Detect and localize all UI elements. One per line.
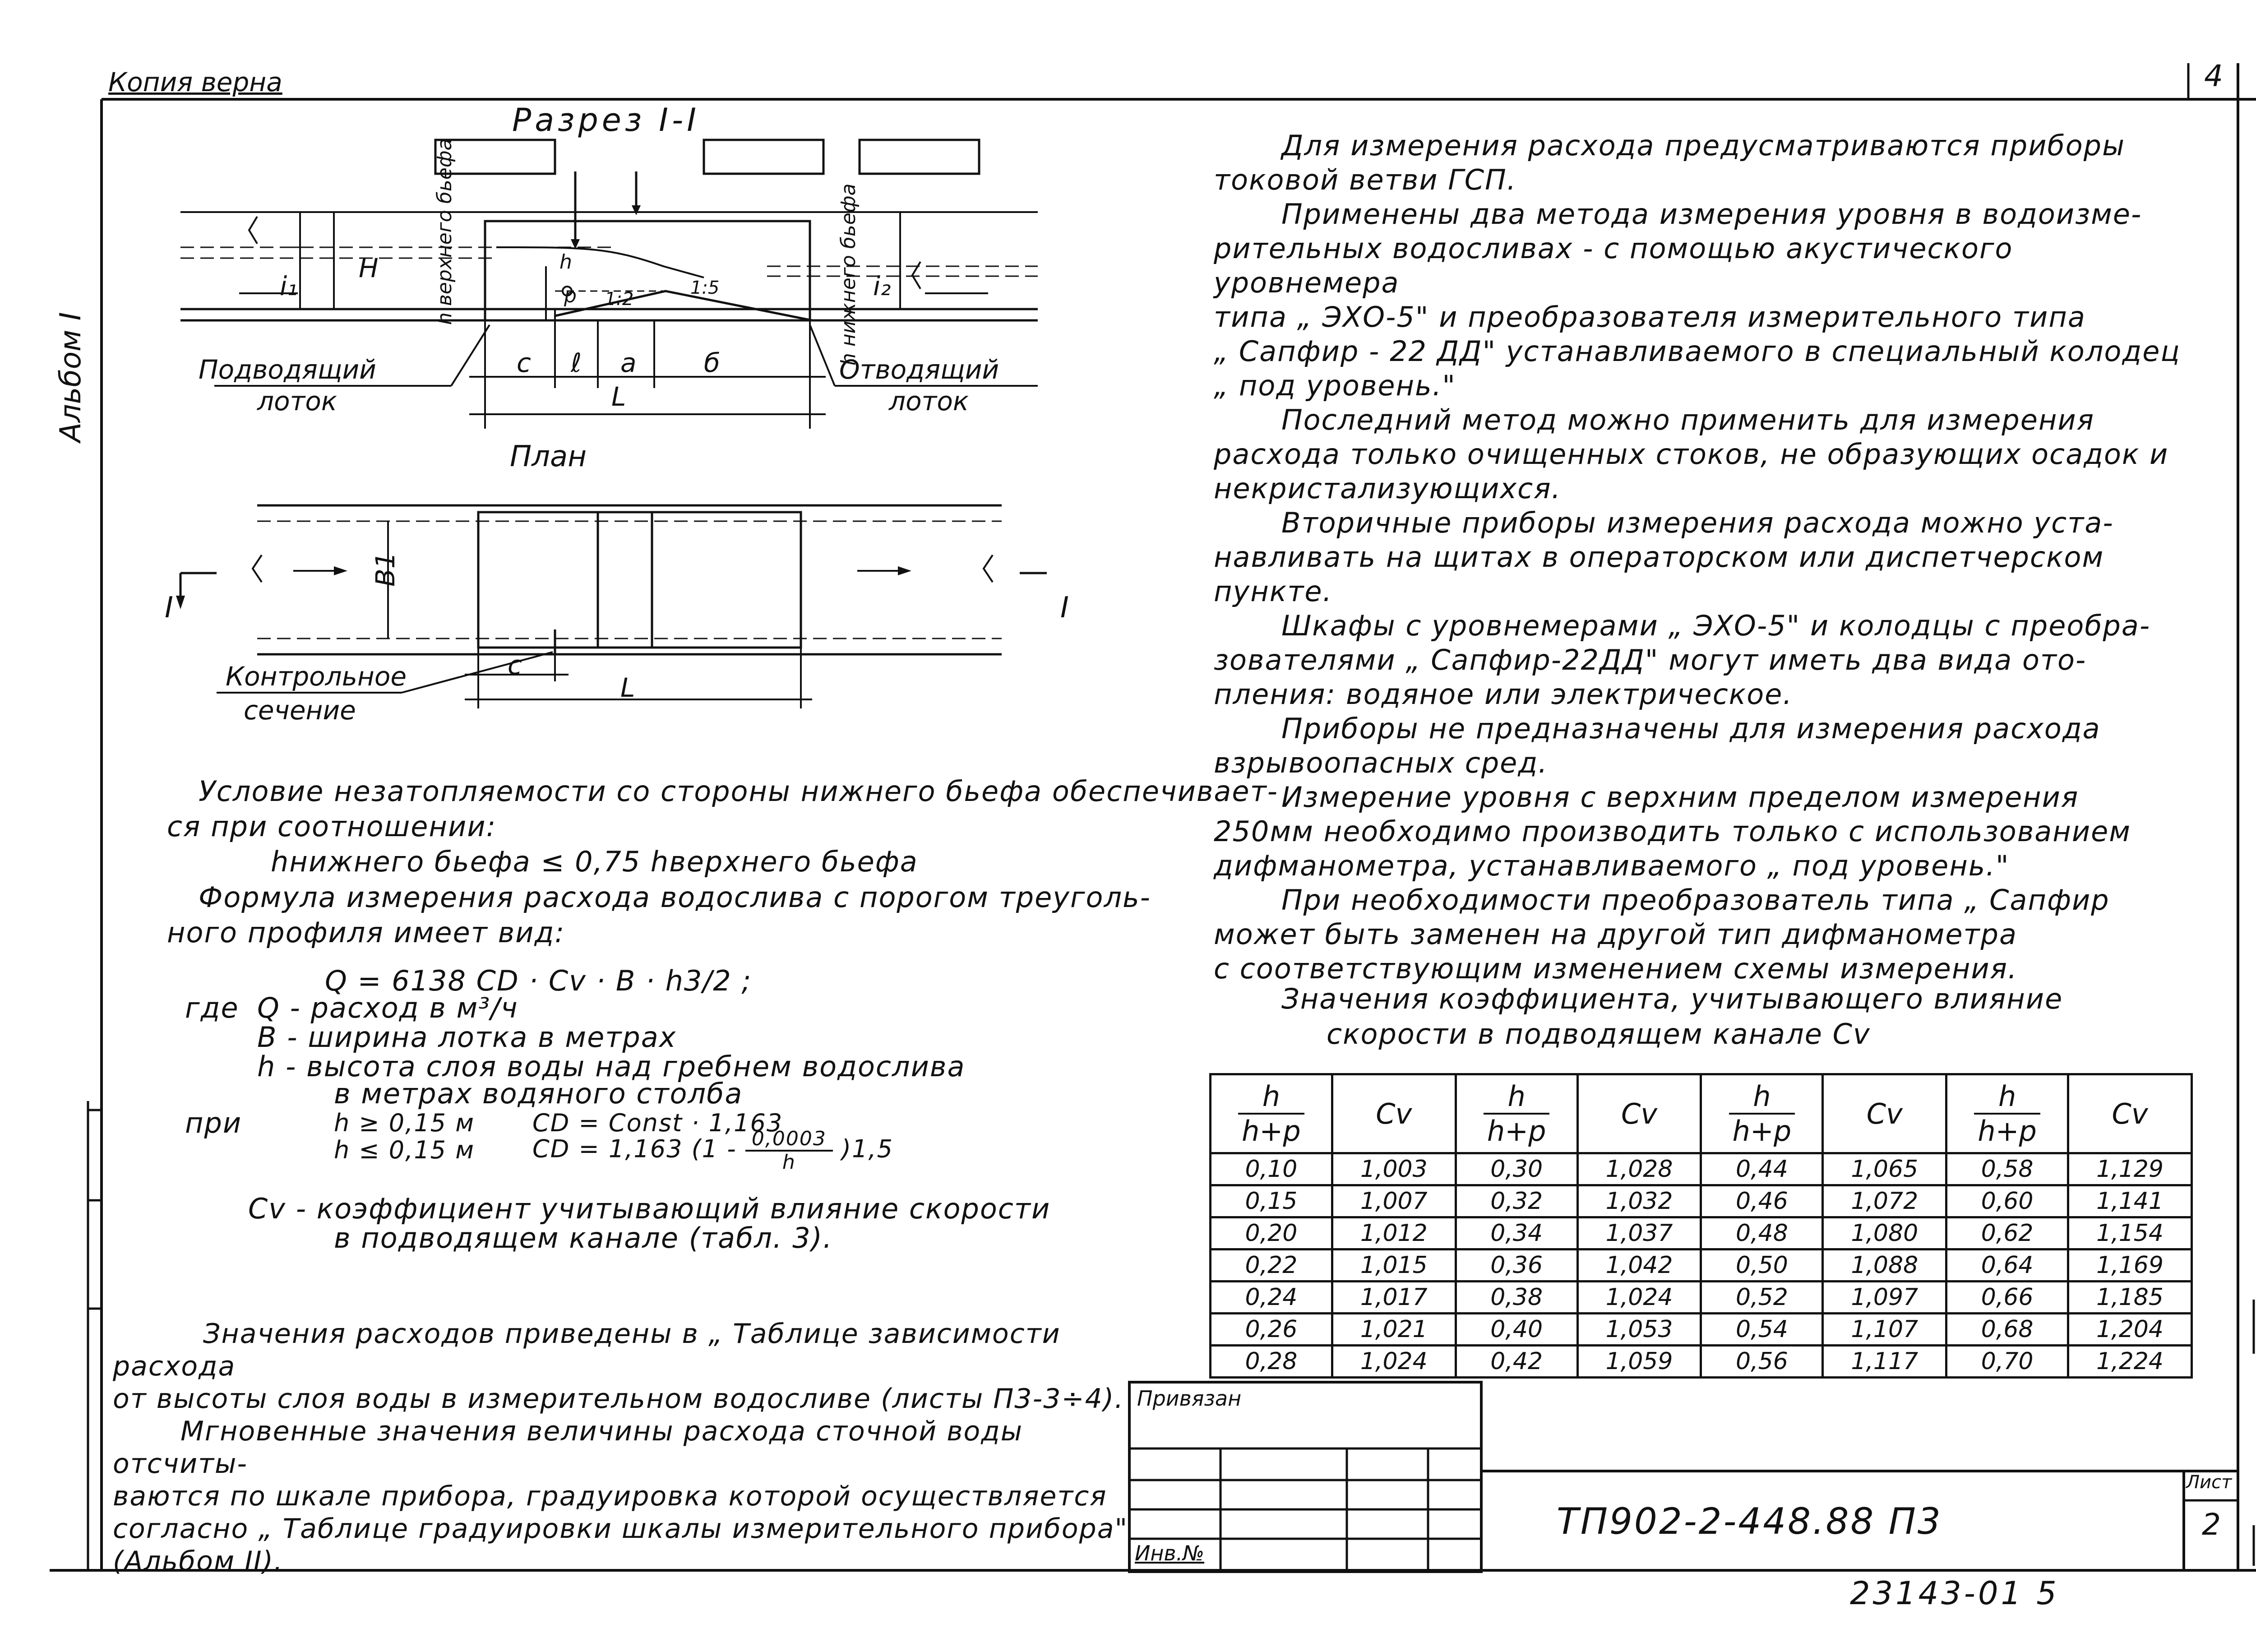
flow-values-line-2: от высоты слоя воды в измерительном водосливе (листы П3-3÷4). <box>113 1383 1124 1415</box>
para-2-line-3: типа „ ЭХО-5" и преобразователя измерительного типа <box>1214 301 2086 333</box>
non-flooding-condition <box>167 774 1278 879</box>
cd-formula-b-pre: CD = 1,163 (1 - <box>532 1134 737 1163</box>
header-ratio <box>1701 1074 1823 1153</box>
formula-intro <box>167 880 1151 950</box>
table-cell: 0,26 <box>1211 1314 1332 1346</box>
copy-note: Копия верна <box>108 67 282 97</box>
table-caption-line-2: скорости в подводящем канале Cv <box>1327 1018 1871 1050</box>
para-4-line-3: пункте. <box>1214 575 1333 608</box>
header-ratio-num: h <box>1974 1080 2040 1115</box>
header-ratio-den: h+p <box>1732 1115 1792 1148</box>
header-ratio-den: h+p <box>1242 1115 1301 1148</box>
condition-formula: hнижнего бьефа ≤ 0,75 hверхнего бьефа <box>271 845 918 878</box>
table-cell: 1,080 <box>1823 1217 1946 1249</box>
header-cv: Cv <box>1332 1074 1456 1153</box>
para-2-line-4: „ Сапфир - 22 ДД" устанавливаемого в специальный колодец <box>1214 335 2181 368</box>
header-cv: Cv <box>2068 1074 2192 1153</box>
table-cell: 1,017 <box>1332 1282 1456 1314</box>
para-6-line-1: Приборы не предназначены для измерения расхода <box>1281 712 2101 745</box>
para-2-line-2: рительных водосливах - с помощью акустического уровнемера <box>1214 232 2013 299</box>
table-cell: 1,224 <box>2068 1346 2192 1378</box>
para-2-line-5: „ под уровень." <box>1214 369 1456 402</box>
cd-formula-b-fraction <box>745 1128 833 1173</box>
header-ratio <box>1211 1074 1332 1153</box>
condition-b: h ≤ 0,15 м <box>334 1136 475 1164</box>
table-row <box>1211 1314 2192 1346</box>
para-8-line-3: с соответствующим изменением схемы измерения. <box>1214 952 2018 985</box>
definition-cv-line-1: Cv - коэффициент учитывающий влияние скорости <box>248 1192 1051 1225</box>
outlet-label-2: лоток <box>889 386 969 416</box>
label-where: где <box>185 991 239 1024</box>
header-ratio-num: h <box>1729 1080 1795 1115</box>
header-cv: Cv <box>1823 1074 1946 1153</box>
table-cell: 0,48 <box>1701 1217 1823 1249</box>
table-cell: 1,154 <box>2068 1217 2192 1249</box>
table-cell: 0,64 <box>1946 1249 2068 1282</box>
para-2-line-1: Применены два метода измерения уровня в водоизме- <box>1281 198 2142 231</box>
table-cell: 0,34 <box>1456 1217 1577 1249</box>
dim-l-label: ℓ <box>571 347 582 378</box>
para-7-line-1: Измерение уровня с верхним пределом измерения <box>1281 781 2079 814</box>
table-cell: 1,204 <box>2068 1314 2192 1346</box>
table-cell: 1,012 <box>1332 1217 1456 1249</box>
table-cell: 1,007 <box>1332 1185 1456 1217</box>
table-cell: 1,097 <box>1823 1282 1946 1314</box>
cd-fraction-numerator: 0,0003 <box>745 1128 833 1152</box>
dim-b-label: б <box>704 347 720 378</box>
table-cell: 0,10 <box>1211 1153 1332 1185</box>
para-5-line-3: пления: водяное или электрическое. <box>1214 678 1793 711</box>
table-cell: 1,003 <box>1332 1153 1456 1185</box>
header-ratio <box>1946 1074 2068 1153</box>
plan-section-mark-left: I <box>165 591 173 625</box>
depth-h-label: h <box>559 250 572 273</box>
document-code: ТП902-2-448.88 П3 <box>1557 1500 1942 1542</box>
stamp-linked-label: Привязан <box>1137 1386 1242 1411</box>
table-cell: 1,107 <box>1823 1314 1946 1346</box>
table-cell: 1,088 <box>1823 1249 1946 1282</box>
header-ratio-den: h+p <box>1978 1115 2037 1148</box>
condition-a: h ≥ 0,15 м <box>334 1109 475 1137</box>
table-cell: 1,024 <box>1332 1346 1456 1378</box>
definition-h-line-1: h - высота слоя воды над гребнем водослива <box>257 1050 966 1083</box>
table-cell: 1,169 <box>2068 1249 2192 1282</box>
table-cell: 0,36 <box>1456 1249 1577 1282</box>
para-3-line-1: Последний метод можно применить для измерения <box>1281 403 2094 436</box>
table-cell: 1,037 <box>1577 1217 1701 1249</box>
title-block <box>1128 1381 2242 1575</box>
table-cell: 1,065 <box>1823 1153 1946 1185</box>
table-cell: 0,56 <box>1701 1346 1823 1378</box>
para-6-line-2: взрывоопасных сред. <box>1214 746 1548 779</box>
flow-values-line-6: (Альбом II). <box>113 1546 284 1577</box>
cd-formula-b-post: )1,5 <box>841 1134 893 1163</box>
table-cell: 0,66 <box>1946 1282 2068 1314</box>
table-cell: 0,52 <box>1701 1282 1823 1314</box>
table-caption-line-1: Значения коэффициента, учитывающего влияние <box>1281 982 2063 1015</box>
table-cell: 0,70 <box>1946 1346 2068 1378</box>
table-row <box>1211 1346 2192 1378</box>
table-cell: 1,028 <box>1577 1153 1701 1185</box>
flow-values-note <box>113 1318 1151 1578</box>
formula-intro-line-1: Формула измерения расхода водослива с порогом треуголь- <box>199 881 1151 914</box>
para-7-line-3: дифманометра, устанавливаемого „ под уровень." <box>1214 849 2010 882</box>
definition-cv-line-2: в подводящем канале (табл. 3). <box>334 1222 833 1254</box>
dim-a-label: a <box>620 347 637 378</box>
inlet-label-1: Подводящий <box>199 354 376 385</box>
table-cell: 0,20 <box>1211 1217 1332 1249</box>
stamp-sheet-label: Лист <box>2186 1472 2232 1493</box>
table-cell: 0,24 <box>1211 1282 1332 1314</box>
album-side-label: Альбом I <box>54 312 88 442</box>
dim-L-label: L <box>611 381 626 412</box>
para-7-line-2: 250мм необходимо производить только с использованием <box>1214 815 2131 848</box>
slope-i1-label: i₁ <box>280 271 298 301</box>
table-caption <box>1281 981 2139 1052</box>
header-cv: Cv <box>1577 1074 1701 1153</box>
header-ratio-num: h <box>1484 1080 1550 1115</box>
table-cell: 0,40 <box>1456 1314 1577 1346</box>
table-cell: 0,46 <box>1701 1185 1823 1217</box>
table-cell: 1,059 <box>1577 1346 1701 1378</box>
para-1-line-2: токовой ветви ГСП. <box>1214 163 1517 196</box>
cv-table <box>1209 1073 2193 1379</box>
sheet-corner-number: 4 <box>2204 59 2223 93</box>
table-cell: 1,021 <box>1332 1314 1456 1346</box>
table-cell: 0,32 <box>1456 1185 1577 1217</box>
flow-values-line-4: ваются по шкале прибора, градуировка которой осуществляется <box>113 1481 1107 1512</box>
archive-number: 23143-01 5 <box>1850 1575 2059 1612</box>
table-cell: 1,024 <box>1577 1282 1701 1314</box>
table-row <box>1211 1217 2192 1249</box>
cd-fraction-denominator: h <box>782 1151 796 1174</box>
stamp-inventory-label: Инв.№ <box>1135 1541 1205 1565</box>
cd-formula-a: CD = Const · 1,163 <box>532 1109 783 1137</box>
table-row <box>1211 1249 2192 1282</box>
slope-i2-label: i₂ <box>873 271 891 301</box>
table-cell: 0,68 <box>1946 1314 2068 1346</box>
para-4-line-1: Вторичные приборы измерения расхода можно уста- <box>1281 506 2114 539</box>
table-cell: 0,54 <box>1701 1314 1823 1346</box>
table-cell: 1,072 <box>1823 1185 1946 1217</box>
definition-h-line-2: в метрах водяного столба <box>334 1077 743 1110</box>
plan-section-mark-right: I <box>1060 591 1069 625</box>
header-ratio-num: h <box>1238 1080 1304 1115</box>
table-cell: 1,053 <box>1577 1314 1701 1346</box>
table-row <box>1211 1153 2192 1185</box>
table-cell: 0,42 <box>1456 1346 1577 1378</box>
table-cell: 1,042 <box>1577 1249 1701 1282</box>
table-cell: 1,185 <box>2068 1282 2192 1314</box>
slope-up-label: 1:2 <box>605 289 634 310</box>
lower-pool-label: h нижнего бьефа <box>837 183 860 366</box>
condition-line-1: Условие незатопляемости со стороны нижнего бьефа обеспечивает- <box>199 775 1279 808</box>
stamp-sheet-number: 2 <box>2202 1507 2221 1542</box>
depth-H-label: H <box>359 253 379 283</box>
instrument-description <box>1214 129 2206 986</box>
table-cell: 0,28 <box>1211 1346 1332 1378</box>
section-title: Разрез I-I <box>512 102 700 139</box>
depth-p-label: p <box>564 284 577 307</box>
flow-values-line-3: Мгновенные значения величины расхода сточной воды отсчиты- <box>113 1416 1023 1480</box>
plan-title: План <box>510 440 587 473</box>
table-row <box>1211 1185 2192 1217</box>
discharge-formula: Q = 6138 CD · Cv · B · h3/2 ; <box>325 964 752 997</box>
para-5-line-1: Шкафы с уровнемерами „ ЭХО-5" и колодцы с преобра- <box>1281 609 2151 642</box>
para-4-line-2: навливать на щитах в операторском или диспетчерском <box>1214 541 2104 574</box>
table-cell: 1,015 <box>1332 1249 1456 1282</box>
table-cell: 1,117 <box>1823 1346 1946 1378</box>
plan-width-label: B1 <box>370 552 401 587</box>
upper-pool-label: h верхнего бьефа <box>433 138 456 325</box>
plan-dim-L-label: L <box>620 672 635 703</box>
table-cell: 1,032 <box>1577 1185 1701 1217</box>
table-cell: 0,44 <box>1701 1153 1823 1185</box>
para-1-line-1: Для измерения расхода предусматриваются приборы <box>1281 129 2126 162</box>
slope-down-label: 1:5 <box>690 278 720 298</box>
table-cell: 0,60 <box>1946 1185 2068 1217</box>
condition-line-2: ся при соотношении: <box>167 810 497 843</box>
table-cell: 0,15 <box>1211 1185 1332 1217</box>
table-cell: 0,38 <box>1456 1282 1577 1314</box>
table-row <box>1211 1282 2192 1314</box>
table-cell: 0,30 <box>1456 1153 1577 1185</box>
table-header-row <box>1211 1074 2192 1153</box>
para-8-line-1: При необходимости преобразователь типа „ Сапфир <box>1281 884 2110 916</box>
cd-formula-b <box>532 1128 893 1173</box>
flow-values-line-5: согласно „ Таблице градуировки шкалы измерительного прибора" <box>113 1513 1128 1545</box>
table-cell: 0,22 <box>1211 1249 1332 1282</box>
para-3-line-3: некристализующихся. <box>1214 472 1562 505</box>
plan-dim-c-label: c <box>508 650 522 680</box>
control-section-label-2: сечение <box>244 695 356 726</box>
definition-B: B - ширина лотка в метрах <box>257 1021 677 1054</box>
label-pri: при <box>185 1106 242 1139</box>
dim-c-label: c <box>517 347 531 378</box>
header-ratio-den: h+p <box>1487 1115 1546 1148</box>
table-cell: 0,50 <box>1701 1249 1823 1282</box>
flow-values-line-1: Значения расходов приведены в „ Таблице зависимости расхода <box>113 1318 1061 1382</box>
para-8-line-2: может быть заменен на другой тип дифманометра <box>1214 918 2017 951</box>
para-5-line-2: зователями „ Сапфир-22ДД" могут иметь два вида ото- <box>1214 643 2087 676</box>
table-cell: 1,141 <box>2068 1185 2192 1217</box>
definition-Q: Q - расход в м³/ч <box>257 991 518 1024</box>
formula-intro-line-2: ного профиля имеет вид: <box>167 916 565 949</box>
para-3-line-2: расхода только очищенных стоков, не образующих осадок и <box>1214 438 2169 471</box>
outlet-label-1: Отводящий <box>839 354 999 385</box>
control-section-label-1: Контрольное <box>226 661 407 692</box>
header-ratio <box>1456 1074 1577 1153</box>
table-cell: 1,129 <box>2068 1153 2192 1185</box>
inlet-label-2: лоток <box>257 386 337 416</box>
table-cell: 0,62 <box>1946 1217 2068 1249</box>
table-cell: 0,58 <box>1946 1153 2068 1185</box>
